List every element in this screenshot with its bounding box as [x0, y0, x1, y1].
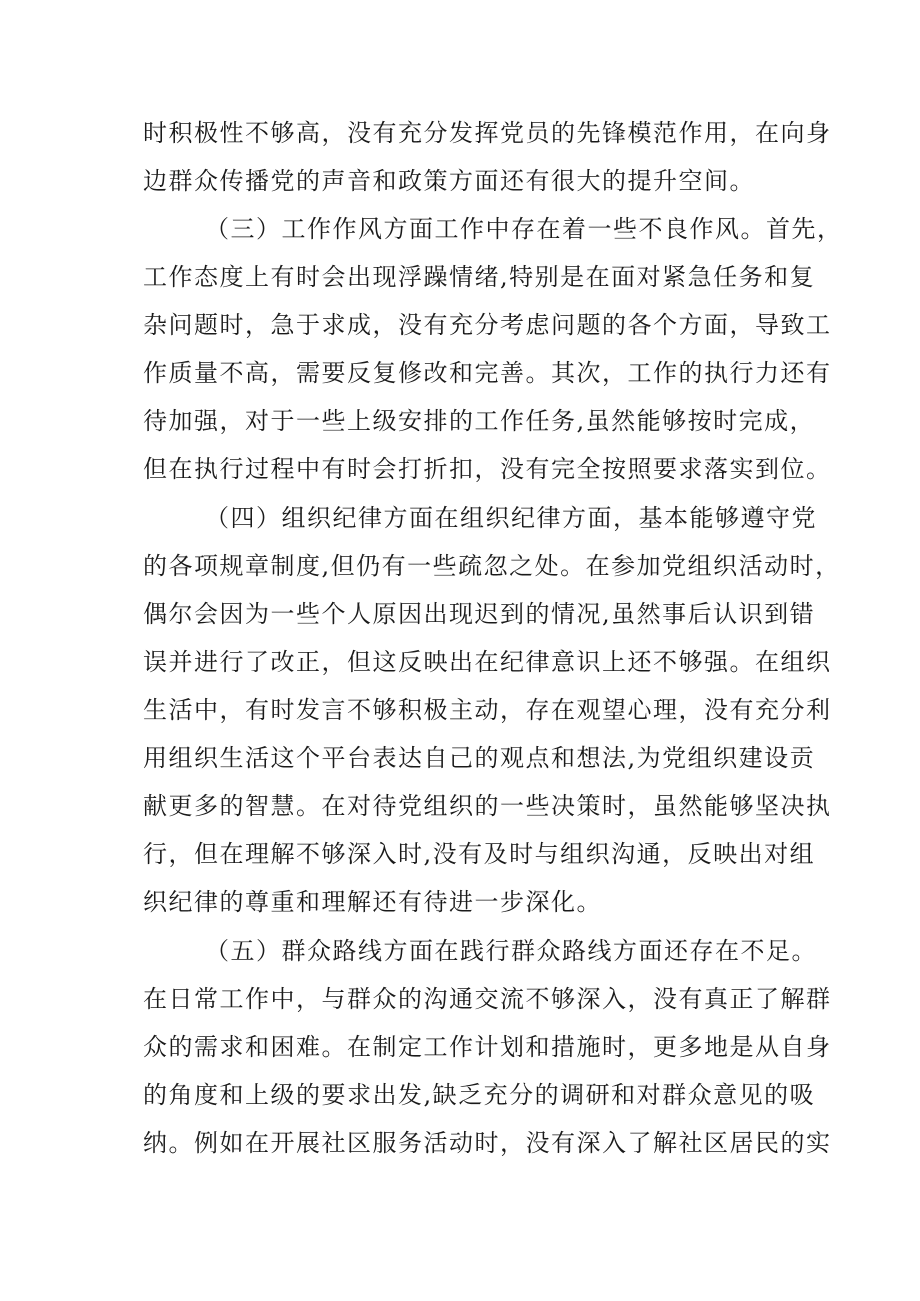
text-line: 误并进行了改正，但这反映出在纪律意识上还不够强。在组织: [143, 648, 832, 676]
text-line: 纳。例如在开展社区服务活动时，没有深入了解社区居民的实: [143, 1129, 832, 1157]
text-line: 的角度和上级的要求出发,缺乏充分的调研和对群众意见的吸: [143, 1081, 816, 1109]
text-line: 偶尔会因为一些个人原因出现迟到的情况,虽然事后认识到错: [143, 600, 816, 628]
text-line: 作质量不高，需要反复修改和完善。其次，工作的执行力还有: [143, 359, 832, 387]
section-heading-line: （五）群众路线方面在践行群众路线方面还存在不足。: [205, 937, 817, 965]
section-heading-line: （三）工作作风方面工作中存在着一些不良作风。首先，: [205, 215, 843, 243]
text-line: 但在执行过程中有时会打折扣，没有完全按照要求落实到位。: [143, 455, 832, 483]
text-line: 工作态度上有时会出现浮躁情绪,特别是在面对紧急任务和复: [143, 263, 816, 291]
text-line: 待加强，对于一些上级安排的工作任务,虽然能够按时完成，: [143, 407, 816, 435]
text-line: 众的需求和困难。在制定工作计划和措施时，更多地是从自身: [143, 1033, 832, 1061]
text-line: 生活中，有时发言不够积极主动，存在观望心理，没有充分利: [143, 696, 832, 724]
text-line: 献更多的智慧。在对待党组织的一些决策时，虽然能够坚决执: [143, 792, 832, 820]
text-line: 行，但在理解不够深入时,没有及时与组织沟通，反映出对组: [143, 840, 816, 868]
text-line: 时积极性不够高，没有充分发挥党员的先锋模范作用，在向身: [143, 119, 832, 147]
text-line: 用组织生活这个平台表达自己的观点和想法,为党组织建设贡: [143, 744, 816, 772]
section-heading-line: （四）组织纪律方面在组织纪律方面，基本能够遵守党: [205, 504, 817, 532]
text-line: 边群众传播党的声音和政策方面还有很大的提升空间。: [143, 167, 755, 195]
text-line: 织纪律的尊重和理解还有待进一步深化。: [143, 888, 602, 916]
text-line: 杂问题时，急于求成，没有充分考虑问题的各个方面，导致工: [143, 311, 832, 339]
text-line: 的各项规章制度,但仍有一些疏忽之处。在参加党组织活动时，: [143, 552, 841, 580]
text-line: 在日常工作中，与群众的沟通交流不够深入，没有真正了解群: [143, 985, 832, 1013]
